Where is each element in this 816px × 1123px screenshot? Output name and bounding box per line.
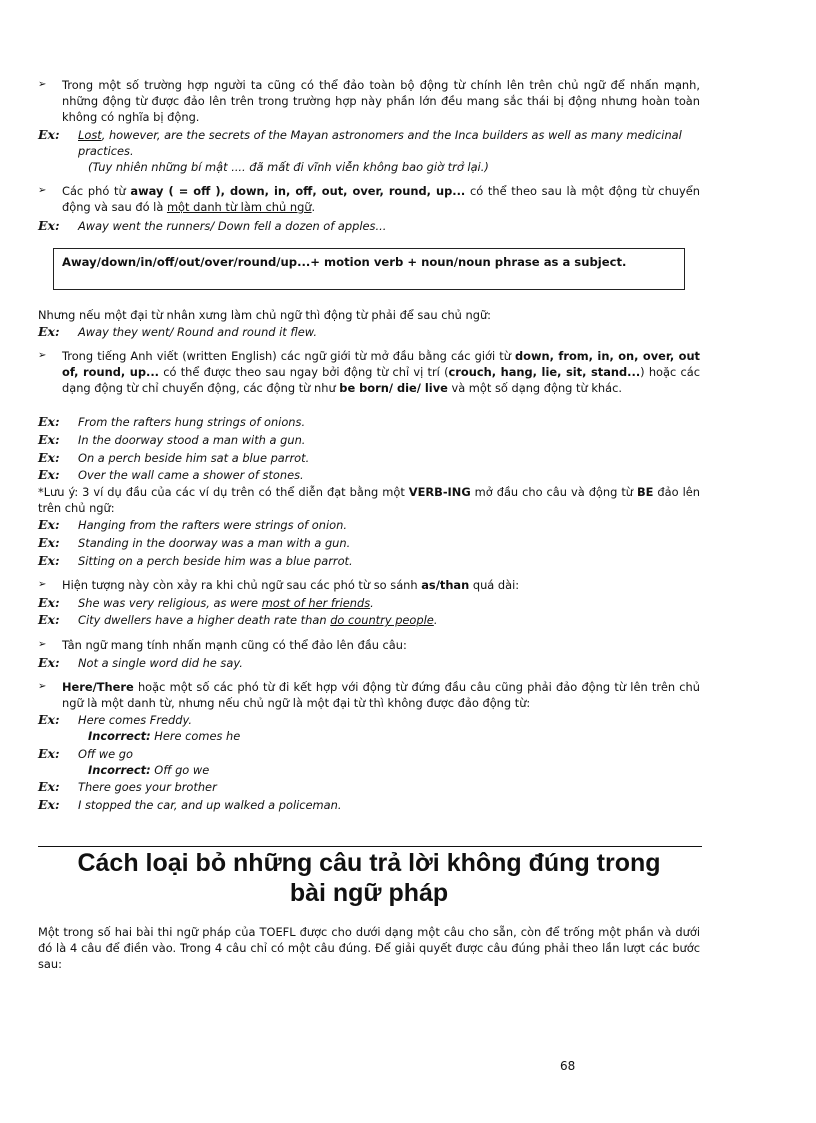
underlined-phrase: most of her friends — [261, 596, 371, 610]
underlined-phrase: do country people — [330, 613, 434, 627]
arrow-bullet-icon: ➢ — [38, 681, 47, 692]
example-away-they-went — [38, 324, 700, 340]
underlined-phrase: một danh từ làm chủ ngữ — [166, 200, 312, 214]
paragraph-text: Hiện tượng này còn xảy ra khi chủ ngữ sau các phó từ so sánh — [62, 578, 422, 592]
intro-paragraph: Một trong số hai bài thi ngữ pháp của TOEFL được cho dưới dạng một câu cho sẵn, còn để trống một phần và dưới đó là 4 câu để điền vào. Trong 4 câu chỉ có một câu đúng. Để giải quyết được câu đúng phải theo lần lượt các bước sau: — [38, 925, 700, 971]
arrow-bullet-icon: ➢ — [38, 185, 47, 196]
bold-prepositions: down, from, in, on, over, out of, round, up... — [62, 349, 700, 379]
paragraph-text: Tân ngữ mang tính nhấn mạnh cũng có thể đảo lên đầu câu: — [62, 638, 407, 652]
example-text: Away they went/ Round and round it flew. — [78, 325, 317, 339]
example-line — [38, 517, 700, 533]
example-text: , however, are the secrets of the Mayan astronomers and the Inca builders as well as many medicinal practices. — [78, 128, 682, 158]
example-line — [38, 595, 700, 611]
bold-be: BE — [636, 485, 654, 499]
paragraph-text: quá dài: — [469, 578, 520, 592]
incorrect-example — [88, 762, 209, 778]
example-line — [38, 535, 700, 551]
example-label: Ex: — [38, 535, 60, 550]
example-line — [38, 612, 700, 628]
example-label: Ex: — [38, 655, 60, 670]
example-label: Ex: — [38, 779, 60, 794]
note-text: mở đầu cho câu và động từ — [470, 485, 637, 499]
example-text: City dwellers have a higher death rate than — [78, 613, 331, 627]
example-line — [38, 450, 700, 466]
example-text: On a perch beside him sat a blue parrot. — [78, 451, 310, 465]
bold-adverbs: away ( = off ), down, in, off, out, over, round, up... — [130, 184, 466, 198]
example-text: There goes your brother — [78, 780, 217, 794]
paragraph-text: Các phó từ — [62, 184, 131, 198]
example-text: Off we go — [78, 747, 133, 761]
example-text: Over the wall came a shower of stones. — [78, 468, 304, 482]
example-line — [38, 655, 700, 671]
paragraph-text: có thể theo sau là một động từ chuyển động và sau đó là — [62, 184, 700, 214]
paragraph-text: Trong tiếng Anh viết (written English) các ngữ giới từ mở đầu bằng các giới từ — [62, 349, 516, 363]
pronoun-subject-note: Nhưng nếu một đại từ nhân xưng làm chủ ngữ thì động từ phải để sau chủ ngữ: — [38, 308, 492, 322]
example-label: Ex: — [38, 612, 60, 627]
section-divider — [38, 846, 702, 847]
arrow-bullet-icon: ➢ — [38, 350, 47, 361]
example-label: Ex: — [38, 595, 60, 610]
example-label: Ex: — [38, 746, 60, 761]
example-line — [38, 779, 700, 795]
incorrect-label: Incorrect: — [88, 763, 151, 777]
example-label: Ex: — [38, 712, 60, 727]
translation-text: (Tuy nhiên những bí mật .... đã mất đi vĩnh viễn không bao giờ trở lại.) — [88, 160, 489, 174]
example-text: Standing in the doorway was a man with a gun. — [78, 536, 351, 550]
underlined-word: Lost — [78, 128, 102, 142]
arrow-bullet-icon: ➢ — [38, 79, 47, 90]
paragraph-text: có thể được theo sau ngay bởi động từ chỉ vị trí ( — [159, 365, 449, 379]
bullet-paragraph-inversion-main-verb — [38, 77, 700, 125]
example-text: Sitting on a perch beside him was a blue parrot. — [78, 554, 353, 568]
example-label: Ex: — [38, 127, 60, 142]
arrow-bullet-icon: ➢ — [38, 579, 47, 590]
bullet-paragraph-object — [38, 637, 700, 653]
example-label: Ex: — [38, 517, 60, 532]
example-text: . — [433, 613, 438, 627]
example-line — [38, 414, 700, 430]
paragraph-text: ) hoặc các dạng động từ chỉ chuyển động, các động từ như — [62, 365, 701, 395]
arrow-bullet-icon: ➢ — [38, 639, 47, 650]
formula-box: Away/down/in/off/out/over/round/up...+ motion verb + noun/noun phrase as a subject. — [53, 248, 685, 290]
incorrect-label: Incorrect: — [88, 729, 151, 743]
bold-position-verbs: crouch, hang, lie, sit, stand... — [448, 365, 641, 379]
bullet-paragraph-here-there — [38, 679, 700, 711]
example-label: Ex: — [38, 432, 60, 447]
section-heading — [38, 848, 700, 908]
example-line — [38, 712, 700, 728]
example-label: Ex: — [38, 324, 60, 339]
paragraph-text: hoặc một số các phó từ đi kết hợp với động từ đứng đầu câu cũng phải đảo động từ lên trên chủ ngữ là một danh từ, nhưng nếu chủ ngữ là một đại từ thì không được đảo động từ: — [62, 680, 700, 710]
bullet-paragraph-comparison — [38, 577, 700, 593]
example-label: Ex: — [38, 450, 60, 465]
example-line — [38, 553, 700, 569]
example-label: Ex: — [38, 553, 60, 568]
bullet-paragraph-adverbs — [38, 183, 700, 215]
example-label: Ex: — [38, 467, 60, 482]
example-lost — [38, 127, 700, 159]
example-text: She was very religious, as were — [78, 596, 262, 610]
example-label: Ex: — [38, 218, 60, 233]
bold-as-than: as/than — [421, 578, 470, 592]
example-text: Here comes he — [154, 729, 241, 743]
example-label: Ex: — [38, 797, 60, 812]
bullet-paragraph-prepositional — [38, 348, 700, 396]
bold-verbs: be born/ die/ live — [339, 381, 448, 395]
note-text: *Lưu ý: 3 ví dụ đầu của các ví dụ trên có thể diễn đạt bằng một — [38, 485, 409, 499]
paragraph-text: . — [311, 200, 316, 214]
example-text: In the doorway stood a man with a gun. — [78, 433, 306, 447]
example-text: Off go we — [154, 763, 210, 777]
paragraph-text: Trong một số trường hợp người ta cũng có thể đảo toàn bộ động từ chính lên trên chủ ngữ để nhấn mạnh, những động từ được đảo lên trên trong trường hợp này phần lớn đều mang sắc thái bị động nhưng hoàn toàn không có nghĩa bị động. — [62, 78, 700, 124]
example-line — [38, 432, 700, 448]
example-text: Not a single word did he say. — [78, 656, 243, 670]
example-text: . — [370, 596, 374, 610]
example-away-went — [38, 218, 700, 234]
example-line — [38, 467, 700, 483]
example-text: From the rafters hung strings of onions. — [78, 415, 306, 429]
note-text: đảo lên trên chủ ngữ: — [38, 485, 700, 515]
paragraph-text: và một số dạng động từ khác. — [447, 381, 623, 395]
heading-line-1: Cách loại bỏ những câu trả lời không đúng trong — [77, 849, 661, 877]
heading-line-2: bài ngữ pháp — [289, 879, 449, 907]
example-line — [38, 797, 700, 813]
bold-verb-ing: VERB-ING — [408, 485, 471, 499]
example-text: Here comes Freddy. — [78, 713, 192, 727]
page-number: 68 — [560, 1059, 576, 1073]
incorrect-example — [88, 728, 240, 744]
verb-ing-note — [38, 484, 700, 516]
example-text: Away went the runners/ Down fell a dozen of apples... — [78, 219, 387, 233]
example-text: I stopped the car, and up walked a policeman. — [78, 798, 342, 812]
example-text: Hanging from the rafters were strings of onion. — [78, 518, 347, 532]
bold-here-there: Here/There — [62, 680, 134, 694]
example-line — [38, 746, 700, 762]
example-label: Ex: — [38, 414, 60, 429]
